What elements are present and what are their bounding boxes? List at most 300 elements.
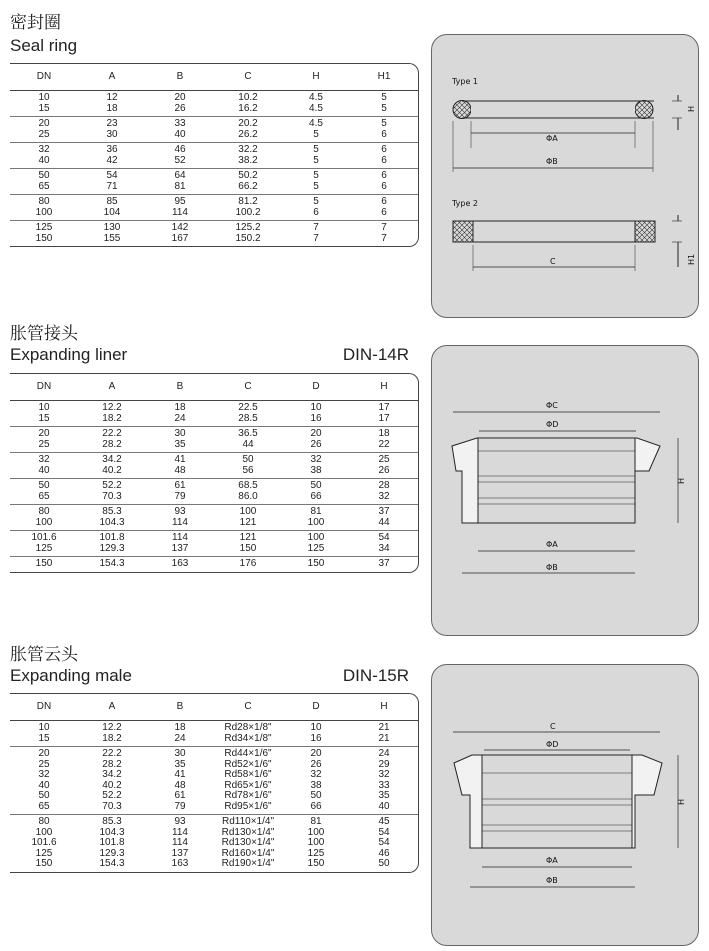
table-cell: 61 bbox=[174, 790, 186, 801]
column-header: H bbox=[380, 380, 388, 392]
column-header: DN bbox=[36, 70, 52, 82]
table-cell: Rd58×1/6" bbox=[224, 769, 272, 780]
column-header: D bbox=[312, 700, 320, 712]
table-cell: 125 bbox=[307, 847, 325, 859]
row-group bbox=[10, 479, 418, 505]
table-cell: 71 bbox=[106, 180, 118, 192]
table-row bbox=[10, 802, 418, 813]
table-cell: 125 bbox=[35, 222, 53, 233]
table-row bbox=[10, 455, 418, 466]
table-cell: Rd65×1/6" bbox=[224, 779, 272, 791]
table-cell: 150 bbox=[307, 858, 325, 869]
table-cell: 7 bbox=[313, 232, 319, 244]
table-cell: 6 bbox=[381, 206, 387, 218]
table-cell: 4.5 bbox=[309, 118, 323, 129]
seal-c-label: C bbox=[550, 257, 556, 266]
table-cell: 150 bbox=[35, 558, 53, 569]
liner-title-en: Expanding liner bbox=[10, 345, 128, 364]
liner-drawing bbox=[432, 346, 698, 635]
table-cell: 66 bbox=[310, 490, 322, 502]
table-row bbox=[10, 182, 418, 193]
table-cell: 15 bbox=[38, 412, 50, 424]
table-cell: 80 bbox=[38, 506, 50, 517]
row-group bbox=[10, 531, 418, 557]
table-row bbox=[10, 859, 418, 870]
table-cell: 15 bbox=[38, 732, 50, 744]
table-cell: 16 bbox=[310, 732, 322, 744]
table-cell: 114 bbox=[172, 206, 188, 218]
row-group bbox=[10, 453, 418, 479]
table-cell: 65 bbox=[38, 800, 50, 812]
table-cell: 52.2 bbox=[102, 480, 122, 491]
table-cell: 20 bbox=[174, 92, 186, 103]
table-cell: 6 bbox=[381, 170, 387, 181]
male-title-en: Expanding male bbox=[10, 666, 132, 685]
table-cell: 70.3 bbox=[102, 800, 122, 812]
table-cell: Rd34×1/8" bbox=[224, 732, 272, 744]
table-cell: 50 bbox=[310, 480, 322, 491]
table-cell: 125.2 bbox=[235, 222, 261, 233]
row-group bbox=[10, 557, 418, 572]
table-row bbox=[10, 723, 418, 734]
table-cell: 30 bbox=[174, 428, 186, 439]
male-c-label: C bbox=[550, 722, 556, 731]
male-h-label: H bbox=[677, 798, 686, 805]
table-cell: 101.6 bbox=[31, 837, 57, 848]
table-cell: 40 bbox=[38, 154, 50, 166]
table-cell: 24 bbox=[174, 732, 186, 744]
table-cell: 21 bbox=[378, 722, 390, 733]
table-cell: 18 bbox=[106, 102, 118, 114]
table-cell: 100 bbox=[307, 516, 325, 528]
table-cell: 81 bbox=[310, 506, 322, 517]
table-cell: 25 bbox=[38, 438, 50, 450]
table-cell: 5 bbox=[381, 118, 387, 129]
table-cell: 154.3 bbox=[99, 558, 125, 569]
table-cell: 100 bbox=[239, 506, 257, 517]
table-cell: 28.5 bbox=[238, 412, 258, 424]
seal-table-header bbox=[10, 64, 418, 91]
table-cell: 155 bbox=[103, 232, 121, 244]
table-cell: 50 bbox=[38, 480, 50, 491]
table-cell: 32 bbox=[38, 769, 50, 780]
table-cell: 50 bbox=[38, 170, 50, 181]
table-cell: 41 bbox=[174, 454, 186, 465]
table-cell: 28 bbox=[378, 480, 390, 491]
table-cell: 101.8 bbox=[99, 532, 125, 543]
liner-diagram-panel bbox=[431, 345, 699, 636]
liner-phiA-label: ΦA bbox=[546, 540, 558, 549]
table-row bbox=[10, 828, 418, 839]
table-cell: 40.2 bbox=[102, 464, 122, 476]
column-header: B bbox=[176, 700, 184, 712]
table-cell: 30 bbox=[174, 748, 186, 759]
table-cell: 46 bbox=[174, 144, 186, 155]
table-cell: Rd190×1/4" bbox=[221, 858, 275, 869]
table-cell: 50 bbox=[378, 858, 390, 869]
liner-phiD-label: ΦD bbox=[546, 420, 559, 429]
table-cell: 50 bbox=[310, 790, 322, 801]
table-row bbox=[10, 93, 418, 104]
table-cell: 22.2 bbox=[102, 748, 122, 759]
table-cell: 26 bbox=[378, 464, 390, 476]
table-cell: 26 bbox=[174, 102, 186, 114]
table-cell: 50 bbox=[38, 790, 50, 801]
table-row bbox=[10, 734, 418, 745]
table-cell: 5 bbox=[381, 102, 387, 114]
table-cell: 40 bbox=[38, 464, 50, 476]
table-cell: 41 bbox=[174, 769, 186, 780]
table-cell: 100 bbox=[35, 516, 53, 528]
table-cell: 65 bbox=[38, 180, 50, 192]
table-cell: 25 bbox=[38, 128, 50, 140]
column-header: H bbox=[312, 70, 320, 82]
row-group bbox=[10, 815, 418, 872]
table-cell: 5 bbox=[313, 154, 319, 166]
table-cell: 17 bbox=[378, 402, 390, 413]
table-cell: 18.2 bbox=[102, 732, 122, 744]
table-cell: Rd78×1/6" bbox=[224, 790, 272, 801]
table-cell: 20 bbox=[38, 118, 50, 129]
column-header: B bbox=[176, 70, 184, 82]
table-cell: 79 bbox=[174, 800, 186, 812]
table-cell: 66 bbox=[310, 800, 322, 812]
table-cell: 79 bbox=[174, 490, 186, 502]
table-cell: 5 bbox=[313, 128, 319, 140]
table-cell: 34.2 bbox=[102, 769, 122, 780]
table-cell: 137 bbox=[171, 542, 189, 554]
table-cell: 100.2 bbox=[235, 206, 261, 218]
row-group bbox=[10, 721, 418, 747]
table-cell: 28.2 bbox=[102, 438, 122, 450]
table-cell: 6 bbox=[381, 196, 387, 207]
table-row bbox=[10, 481, 418, 492]
table-cell: 81 bbox=[310, 816, 322, 827]
table-cell: 125 bbox=[307, 542, 325, 554]
table-cell: 32 bbox=[378, 769, 390, 780]
table-cell: 25 bbox=[38, 758, 50, 770]
table-cell: 5 bbox=[381, 92, 387, 103]
table-cell: 24 bbox=[174, 412, 186, 424]
table-row bbox=[10, 403, 418, 414]
table-cell: 18 bbox=[174, 722, 186, 733]
table-cell: 32 bbox=[310, 454, 322, 465]
table-cell: Rd160×1/4" bbox=[221, 847, 275, 859]
table-cell: 100 bbox=[307, 837, 325, 848]
table-cell: 20 bbox=[310, 748, 322, 759]
row-group bbox=[10, 221, 418, 246]
table-cell: Rd28×1/8" bbox=[224, 722, 272, 733]
seal-title-cn: 密封圈 bbox=[10, 13, 61, 33]
table-cell: 54 bbox=[378, 532, 390, 543]
table-cell: 37 bbox=[378, 558, 390, 569]
table-cell: 5 bbox=[313, 196, 319, 207]
table-cell: 163 bbox=[171, 558, 189, 569]
table-cell: 10.2 bbox=[238, 92, 258, 103]
table-row bbox=[10, 429, 418, 440]
table-cell: 150 bbox=[307, 558, 325, 569]
table-cell: Rd52×1/6" bbox=[224, 758, 272, 770]
table-cell: 32 bbox=[38, 454, 50, 465]
table-cell: 36.5 bbox=[238, 428, 258, 439]
row-group bbox=[10, 401, 418, 427]
male-table-header bbox=[10, 694, 418, 721]
row-group bbox=[10, 143, 418, 169]
table-cell: 6 bbox=[381, 180, 387, 192]
table-row bbox=[10, 223, 418, 234]
table-cell: 50 bbox=[242, 454, 254, 465]
table-cell: 70.3 bbox=[102, 490, 122, 502]
table-cell: 150 bbox=[35, 232, 53, 244]
table-cell: 32 bbox=[378, 490, 390, 502]
table-cell: 7 bbox=[313, 222, 319, 233]
table-cell: 25 bbox=[378, 454, 390, 465]
table-cell: 101.6 bbox=[31, 532, 57, 543]
table-cell: 18 bbox=[174, 402, 186, 413]
column-header: A bbox=[108, 70, 116, 82]
table-row bbox=[10, 171, 418, 182]
table-cell: 104.3 bbox=[99, 516, 125, 528]
table-cell: 93 bbox=[174, 816, 186, 827]
liner-h-label: H bbox=[677, 477, 686, 484]
table-cell: 121 bbox=[239, 532, 257, 543]
table-cell: 100 bbox=[307, 532, 325, 543]
table-cell: 26.2 bbox=[238, 128, 258, 140]
table-cell: Rd110×1/4" bbox=[221, 816, 275, 827]
row-group bbox=[10, 91, 418, 117]
male-title-cn: 胀管云头 bbox=[10, 645, 78, 665]
table-cell: 81.2 bbox=[238, 196, 258, 207]
table-cell: 52 bbox=[174, 154, 186, 166]
seal-h1-label: H1 bbox=[687, 253, 696, 265]
table-cell: 10 bbox=[310, 722, 322, 733]
table-cell: 22.2 bbox=[102, 428, 122, 439]
table-cell: 150 bbox=[35, 858, 53, 869]
table-cell: 10 bbox=[38, 722, 50, 733]
table-row bbox=[10, 791, 418, 802]
table-cell: 17 bbox=[378, 412, 390, 424]
column-header: C bbox=[244, 70, 252, 82]
table-cell: 48 bbox=[174, 779, 186, 791]
table-cell: 38 bbox=[310, 464, 322, 476]
table-cell: 167 bbox=[171, 232, 189, 244]
table-row bbox=[10, 533, 418, 544]
table-cell: 20 bbox=[38, 748, 50, 759]
table-cell: 36 bbox=[106, 144, 118, 155]
table-row bbox=[10, 440, 418, 451]
table-row bbox=[10, 781, 418, 792]
column-header: DN bbox=[36, 700, 52, 712]
type1-label: Type 1 bbox=[452, 77, 479, 86]
seal-title-en: Seal ring bbox=[10, 36, 78, 55]
table-cell: 114 bbox=[172, 516, 188, 528]
table-cell: 26 bbox=[310, 438, 322, 450]
table-cell: 16 bbox=[310, 412, 322, 424]
table-cell: 5 bbox=[313, 180, 319, 192]
column-header: D bbox=[312, 380, 320, 392]
table-cell: 30 bbox=[106, 128, 118, 140]
table-cell: 61 bbox=[174, 480, 186, 491]
table-cell: 10 bbox=[38, 92, 50, 103]
table-cell: 6 bbox=[381, 144, 387, 155]
column-header: C bbox=[244, 700, 252, 712]
column-header: A bbox=[108, 700, 116, 712]
table-cell: 38 bbox=[310, 779, 322, 791]
table-cell: 104.3 bbox=[99, 826, 125, 838]
table-row bbox=[10, 104, 418, 115]
table-cell: 154.3 bbox=[99, 858, 125, 869]
table-cell: 54 bbox=[378, 826, 390, 838]
table-cell: 42 bbox=[106, 154, 118, 166]
table-cell: 114 bbox=[172, 826, 188, 838]
table-cell: Rd130×1/4" bbox=[221, 837, 275, 848]
table-cell: 28.2 bbox=[102, 758, 122, 770]
table-row bbox=[10, 145, 418, 156]
table-cell: 15 bbox=[38, 102, 50, 114]
table-cell: 85.3 bbox=[102, 506, 122, 517]
table-cell: 125 bbox=[35, 542, 53, 554]
male-table bbox=[10, 693, 419, 873]
row-group bbox=[10, 169, 418, 195]
table-cell: 65 bbox=[38, 490, 50, 502]
table-cell: 21 bbox=[378, 732, 390, 744]
male-code: DIN-15R bbox=[342, 666, 409, 685]
table-cell: 33 bbox=[174, 118, 186, 129]
table-cell: Rd44×1/6" bbox=[224, 748, 272, 759]
table-cell: 114 bbox=[172, 532, 188, 543]
table-cell: 130 bbox=[103, 222, 121, 233]
table-cell: 86.0 bbox=[238, 490, 258, 502]
row-group bbox=[10, 747, 418, 815]
table-cell: 114 bbox=[172, 837, 188, 848]
table-cell: 22.5 bbox=[238, 402, 258, 413]
row-group bbox=[10, 505, 418, 531]
table-row bbox=[10, 749, 418, 760]
table-cell: 129.3 bbox=[99, 847, 125, 859]
table-cell: 137 bbox=[171, 847, 189, 859]
table-cell: 6 bbox=[381, 154, 387, 166]
table-cell: 12.2 bbox=[102, 402, 122, 413]
table-cell: 35 bbox=[174, 438, 186, 450]
seal-phiA-label: ΦA bbox=[546, 134, 558, 143]
table-row bbox=[10, 466, 418, 477]
table-cell: 26 bbox=[310, 758, 322, 770]
table-cell: 40 bbox=[174, 128, 186, 140]
table-cell: 81 bbox=[174, 180, 186, 192]
table-row bbox=[10, 559, 418, 570]
table-cell: 32 bbox=[310, 769, 322, 780]
table-cell: 64 bbox=[174, 170, 186, 181]
seal-h-label: H bbox=[687, 105, 696, 112]
table-cell: 35 bbox=[378, 790, 390, 801]
table-cell: 101.8 bbox=[99, 837, 125, 848]
seal-diagram-panel bbox=[431, 34, 699, 318]
table-cell: 10 bbox=[310, 402, 322, 413]
table-cell: 37 bbox=[378, 506, 390, 517]
table-cell: 32.2 bbox=[238, 144, 258, 155]
table-cell: 44 bbox=[242, 438, 254, 450]
column-header: H1 bbox=[377, 70, 391, 82]
liner-table-header bbox=[10, 374, 418, 401]
table-cell: 176 bbox=[239, 558, 257, 569]
table-cell: 6 bbox=[381, 128, 387, 140]
table-row bbox=[10, 156, 418, 167]
table-cell: 20 bbox=[38, 428, 50, 439]
seal-phiB-label: ΦB bbox=[546, 157, 558, 166]
table-cell: 35 bbox=[174, 758, 186, 770]
table-cell: 10 bbox=[38, 402, 50, 413]
table-cell: 40 bbox=[38, 779, 50, 791]
table-cell: 16.2 bbox=[238, 102, 258, 114]
liner-table bbox=[10, 373, 419, 573]
liner-phiC-label: ΦC bbox=[546, 401, 558, 410]
table-cell: 18 bbox=[378, 428, 390, 439]
table-cell: 5 bbox=[313, 144, 319, 155]
table-cell: 4.5 bbox=[309, 92, 323, 103]
table-row bbox=[10, 414, 418, 425]
table-cell: 54 bbox=[378, 837, 390, 848]
column-header: B bbox=[176, 380, 184, 392]
table-cell: 80 bbox=[38, 196, 50, 207]
table-row bbox=[10, 507, 418, 518]
table-row bbox=[10, 234, 418, 245]
table-cell: 7 bbox=[381, 232, 387, 244]
table-cell: 5 bbox=[313, 170, 319, 181]
row-group bbox=[10, 195, 418, 221]
table-cell: 23 bbox=[106, 118, 118, 129]
table-cell: 45 bbox=[378, 816, 390, 827]
column-header: H bbox=[380, 700, 388, 712]
table-row bbox=[10, 119, 418, 130]
male-drawing bbox=[432, 665, 698, 945]
male-diagram-panel bbox=[431, 664, 699, 946]
table-cell: 4.5 bbox=[309, 102, 323, 114]
table-cell: 7 bbox=[381, 222, 387, 233]
table-cell: 22 bbox=[378, 438, 390, 450]
table-cell: 121 bbox=[239, 516, 257, 528]
table-cell: 93 bbox=[174, 506, 186, 517]
table-row bbox=[10, 130, 418, 141]
table-cell: 20.2 bbox=[238, 118, 258, 129]
table-cell: 40 bbox=[378, 800, 390, 812]
male-phiB-label: ΦB bbox=[546, 876, 558, 885]
table-cell: 40.2 bbox=[102, 779, 122, 791]
table-cell: 85.3 bbox=[102, 816, 122, 827]
table-row bbox=[10, 770, 418, 781]
table-row bbox=[10, 544, 418, 555]
table-cell: 80 bbox=[38, 816, 50, 827]
table-cell: 163 bbox=[171, 858, 189, 869]
table-cell: 95 bbox=[174, 196, 186, 207]
table-cell: 125 bbox=[35, 847, 53, 859]
row-group bbox=[10, 427, 418, 453]
table-cell: 18.2 bbox=[102, 412, 122, 424]
table-cell: 100 bbox=[35, 206, 53, 218]
seal-ring-drawing bbox=[432, 35, 698, 317]
table-cell: 6 bbox=[313, 206, 319, 218]
table-cell: Rd95×1/6" bbox=[224, 800, 272, 812]
table-cell: 20 bbox=[310, 428, 322, 439]
table-row bbox=[10, 197, 418, 208]
table-cell: 46 bbox=[378, 847, 390, 859]
table-cell: 100 bbox=[35, 826, 53, 838]
table-cell: 100 bbox=[307, 826, 325, 838]
table-cell: 68.5 bbox=[238, 480, 258, 491]
male-phiA-label: ΦA bbox=[546, 856, 558, 865]
table-cell: 54 bbox=[106, 170, 118, 181]
table-cell: 44 bbox=[378, 516, 390, 528]
male-phiD-label: ΦD bbox=[546, 740, 559, 749]
